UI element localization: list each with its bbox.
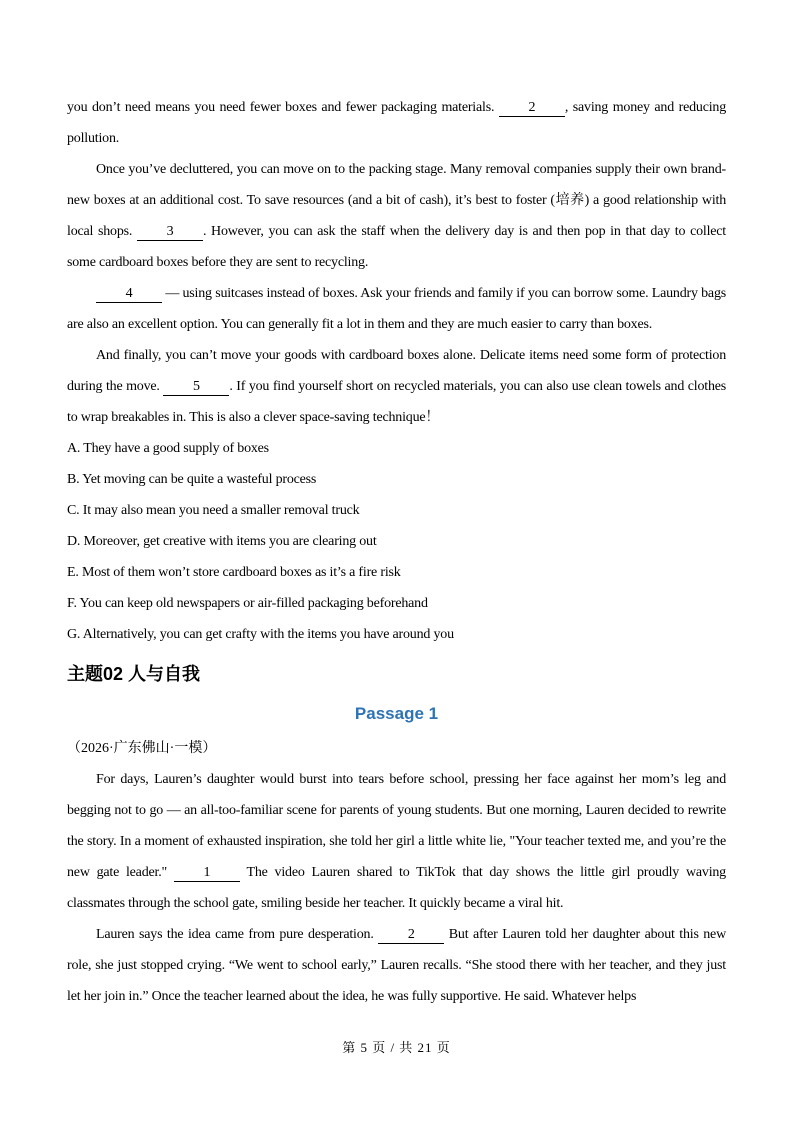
- passage-title: Passage 1: [354, 704, 439, 723]
- cloze-paragraph-4: And finally, you can’t move your goods with cardboard boxes alone. Delicate items need some form of protection during the move. 5 . If you find yourself short on recycled materials, you can also use clean towels and clothes to wrap breakables in. This is also a clever space-saving technique！: [67, 348, 727, 425]
- passage-source: （2026·广东佛山·一模）: [67, 741, 217, 756]
- cloze-paragraph-1: you don’t need means you need fewer boxes and fewer packaging materials. 2 , saving money and reducing pollution.: [67, 100, 727, 146]
- option-d: D. Moreover, get creative with items you are clearing out: [67, 534, 377, 549]
- option-g: G. Alternatively, you can get crafty with the items you have around you: [67, 627, 454, 642]
- option-e: E. Most of them won’t store cardboard boxes as it’s a fire risk: [67, 565, 401, 580]
- answer-blank-2: 2: [499, 99, 565, 117]
- cloze-option-list: [67, 433, 726, 650]
- answer-blank-3: 3: [137, 223, 203, 241]
- passage1-body: [67, 764, 726, 1012]
- cloze-passage-body: [67, 92, 726, 433]
- answer-blank-5: 5: [163, 378, 229, 396]
- passage1-paragraph-1: For days, Lauren’s daughter would burst into tears before school, pressing her face against her mom’s leg and begging not to go — an all-too-familiar scene for parents of young students. But one morning, Lauren decided to rewrite the story. In a moment of exhausted inspiration, she told her girl a little white lie, "Your teacher texted me, and you’re the new gate leader." 1 The video Lauren shared to TikTok that day shows the little girl proudly waving classmates through the school gate, smiling beside her teacher. It quickly became a viral hit.: [67, 772, 726, 911]
- option-a: A. They have a good supply of boxes: [67, 441, 269, 456]
- passage1-paragraph-2: Lauren says the idea came from pure desperation. 2 But after Lauren told her daughter about this new role, she just stopped crying. “We went to school early,” Lauren recalls. “She stood there with her teacher, and they just let her join in.” Once the teacher learned about the idea, he was fully supportive. He said. Whatever helps: [67, 927, 726, 1004]
- page-number-indicator: 第 5 页 / 共 21 页: [342, 1040, 451, 1055]
- answer-blank-2: 2: [378, 926, 444, 944]
- option-c: C. It may also mean you need a smaller removal truck: [67, 503, 360, 518]
- option-b: B. Yet moving can be quite a wasteful process: [67, 472, 317, 487]
- option-f: F. You can keep old newspapers or air-filled packaging beforehand: [67, 596, 428, 611]
- theme-heading: 主题02 人与自我: [67, 664, 201, 684]
- cloze-paragraph-2: Once you’ve decluttered, you can move on to the packing stage. Many removal companies supply their own brand-new boxes at an additional cost. To save resources (and a bit of cash), it’s best to foster (培养) a good relationship with local shops. 3 . However, you can ask the staff when the delivery day is and then pop in that day to collect some cardboard boxes before they are sent to recycling.: [67, 162, 726, 270]
- answer-blank-1: 1: [174, 864, 240, 882]
- cloze-paragraph-3: 4 — using suitcases instead of boxes. Ask your friends and family if you can borrow some. Laundry bags are also an excellent option. You can generally fit a lot in them and they are much easier to carry than boxes.: [67, 286, 726, 332]
- answer-blank-4: 4: [96, 285, 162, 303]
